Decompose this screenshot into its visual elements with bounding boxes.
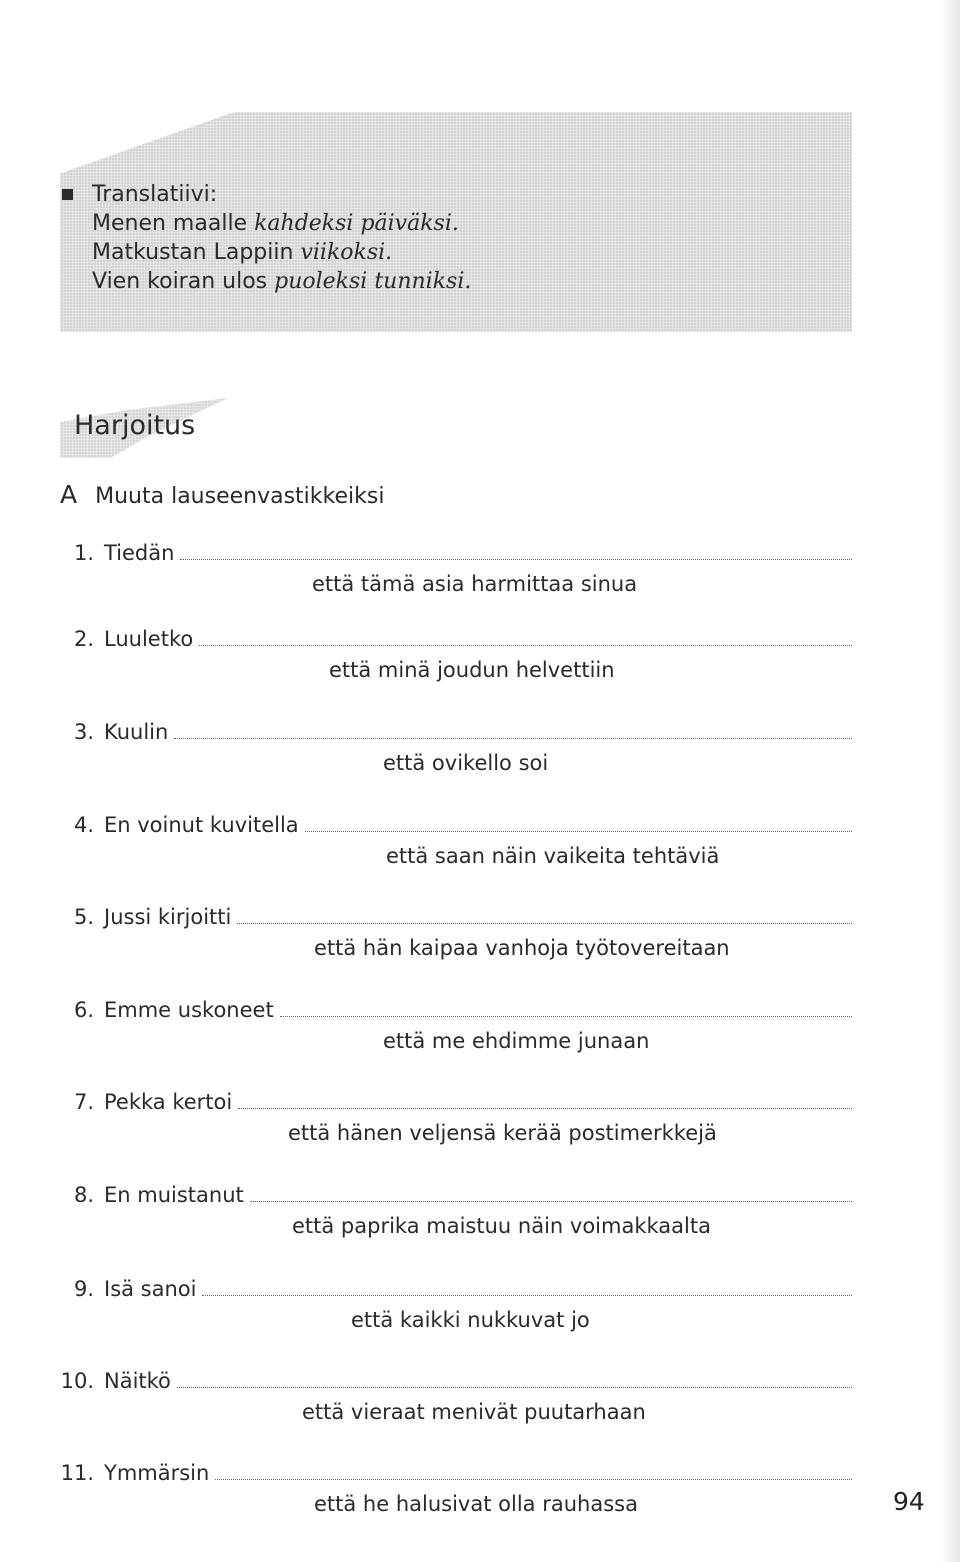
item-prompt-line xyxy=(104,1461,852,1485)
item-number: 10. xyxy=(60,1369,94,1393)
item-prompt: Isä sanoi xyxy=(104,1277,197,1301)
item-number: 1. xyxy=(73,541,94,565)
answer-field[interactable] xyxy=(305,830,852,832)
exercise-item-2 xyxy=(60,627,852,687)
item-clause: että hän kaipaa vanhoja työtovereitaan xyxy=(314,936,730,960)
item-prompt-line xyxy=(104,813,852,837)
item-prompt-line xyxy=(104,1277,852,1301)
item-prompt-line xyxy=(104,1183,852,1207)
item-clause: että me ehdimme junaan xyxy=(383,1029,650,1053)
item-prompt: Emme uskoneet xyxy=(104,998,274,1022)
example-end: . xyxy=(385,240,393,265)
grammar-heading-row xyxy=(92,180,471,209)
item-clause: että tämä asia harmittaa sinua xyxy=(312,572,638,596)
answer-field[interactable] xyxy=(280,1015,852,1017)
grammar-example xyxy=(92,209,471,238)
item-clause: että paprika maistuu näin voimakkaalta xyxy=(292,1214,711,1238)
square-bullet-icon xyxy=(62,189,73,200)
exercise-item-7 xyxy=(60,1090,852,1150)
item-number: 8. xyxy=(73,1183,94,1207)
example-text: Matkustan Lappiin xyxy=(92,240,301,265)
item-prompt-line xyxy=(104,720,852,744)
section-title: Harjoitus xyxy=(74,410,196,441)
exercise-heading xyxy=(60,480,384,509)
item-prompt: Luuletko xyxy=(104,627,194,651)
item-number: 4. xyxy=(73,813,94,837)
exercise-letter: A xyxy=(60,480,78,509)
answer-field[interactable] xyxy=(202,1294,852,1296)
item-prompt: Jussi kirjoitti xyxy=(104,905,232,929)
item-prompt: En voinut kuvitella xyxy=(104,813,299,837)
item-prompt: Kuulin xyxy=(104,720,169,744)
page-number: 94 xyxy=(893,1487,925,1516)
exercise-item-8 xyxy=(60,1183,852,1243)
answer-field[interactable] xyxy=(177,1386,852,1388)
item-clause: että vieraat menivät puutarhaan xyxy=(302,1400,646,1424)
item-clause: että hänen veljensä kerää postimerkkejä xyxy=(288,1121,717,1145)
exercise-item-9 xyxy=(60,1277,852,1337)
answer-field[interactable] xyxy=(180,558,852,560)
example-end: . xyxy=(464,269,472,294)
example-text: Menen maalle xyxy=(92,211,255,236)
item-prompt: En muistanut xyxy=(104,1183,244,1207)
grammar-heading: Translatiivi: xyxy=(92,182,218,207)
item-prompt: Tiedän xyxy=(104,541,175,565)
item-number: 9. xyxy=(73,1277,94,1301)
answer-field[interactable] xyxy=(199,644,852,646)
example-italic: viikoksi xyxy=(300,240,386,265)
answer-field[interactable] xyxy=(237,922,852,924)
item-prompt: Ymmärsin xyxy=(104,1461,210,1485)
example-end: . xyxy=(451,211,459,236)
item-prompt: Näitkö xyxy=(104,1369,171,1393)
item-clause: että saan näin vaikeita tehtäviä xyxy=(386,844,720,868)
answer-field[interactable] xyxy=(215,1478,852,1480)
exercise-instruction: Muuta lauseenvastikkeiksi xyxy=(95,484,385,509)
example-text: Vien koiran ulos xyxy=(92,269,275,294)
item-clause: että he halusivat olla rauhassa xyxy=(314,1492,638,1516)
answer-field[interactable] xyxy=(250,1200,852,1202)
exercise-item-1 xyxy=(60,541,852,601)
item-number: 11. xyxy=(60,1461,94,1485)
item-clause: että ovikello soi xyxy=(383,751,549,775)
item-prompt: Pekka kertoi xyxy=(104,1090,233,1114)
grammar-example xyxy=(92,267,471,296)
example-italic: puoleksi tunniksi xyxy=(274,269,465,294)
item-clause: että minä joudun helvettiin xyxy=(329,658,615,682)
grammar-note xyxy=(92,180,471,296)
item-number: 3. xyxy=(73,720,94,744)
item-prompt-line xyxy=(104,1090,852,1114)
answer-field[interactable] xyxy=(174,737,852,739)
item-prompt-line xyxy=(104,1369,852,1393)
exercise-item-3 xyxy=(60,720,852,780)
exercise-item-10 xyxy=(60,1369,852,1429)
page-edge-shadow xyxy=(938,0,960,1562)
item-prompt-line xyxy=(104,998,852,1022)
item-prompt-line xyxy=(104,541,852,565)
item-prompt-line xyxy=(104,627,852,651)
exercise-item-6 xyxy=(60,998,852,1058)
grammar-example xyxy=(92,238,471,267)
item-prompt-line xyxy=(104,905,852,929)
exercise-item-4 xyxy=(60,813,852,873)
answer-field[interactable] xyxy=(238,1107,852,1109)
item-number: 5. xyxy=(73,905,94,929)
item-number: 7. xyxy=(73,1090,94,1114)
exercise-item-5 xyxy=(60,905,852,965)
item-number: 2. xyxy=(73,627,94,651)
example-italic: kahdeksi päiväksi xyxy=(254,211,452,236)
exercise-item-11 xyxy=(60,1461,852,1521)
item-clause: että kaikki nukkuvat jo xyxy=(351,1308,590,1332)
item-number: 6. xyxy=(73,998,94,1022)
